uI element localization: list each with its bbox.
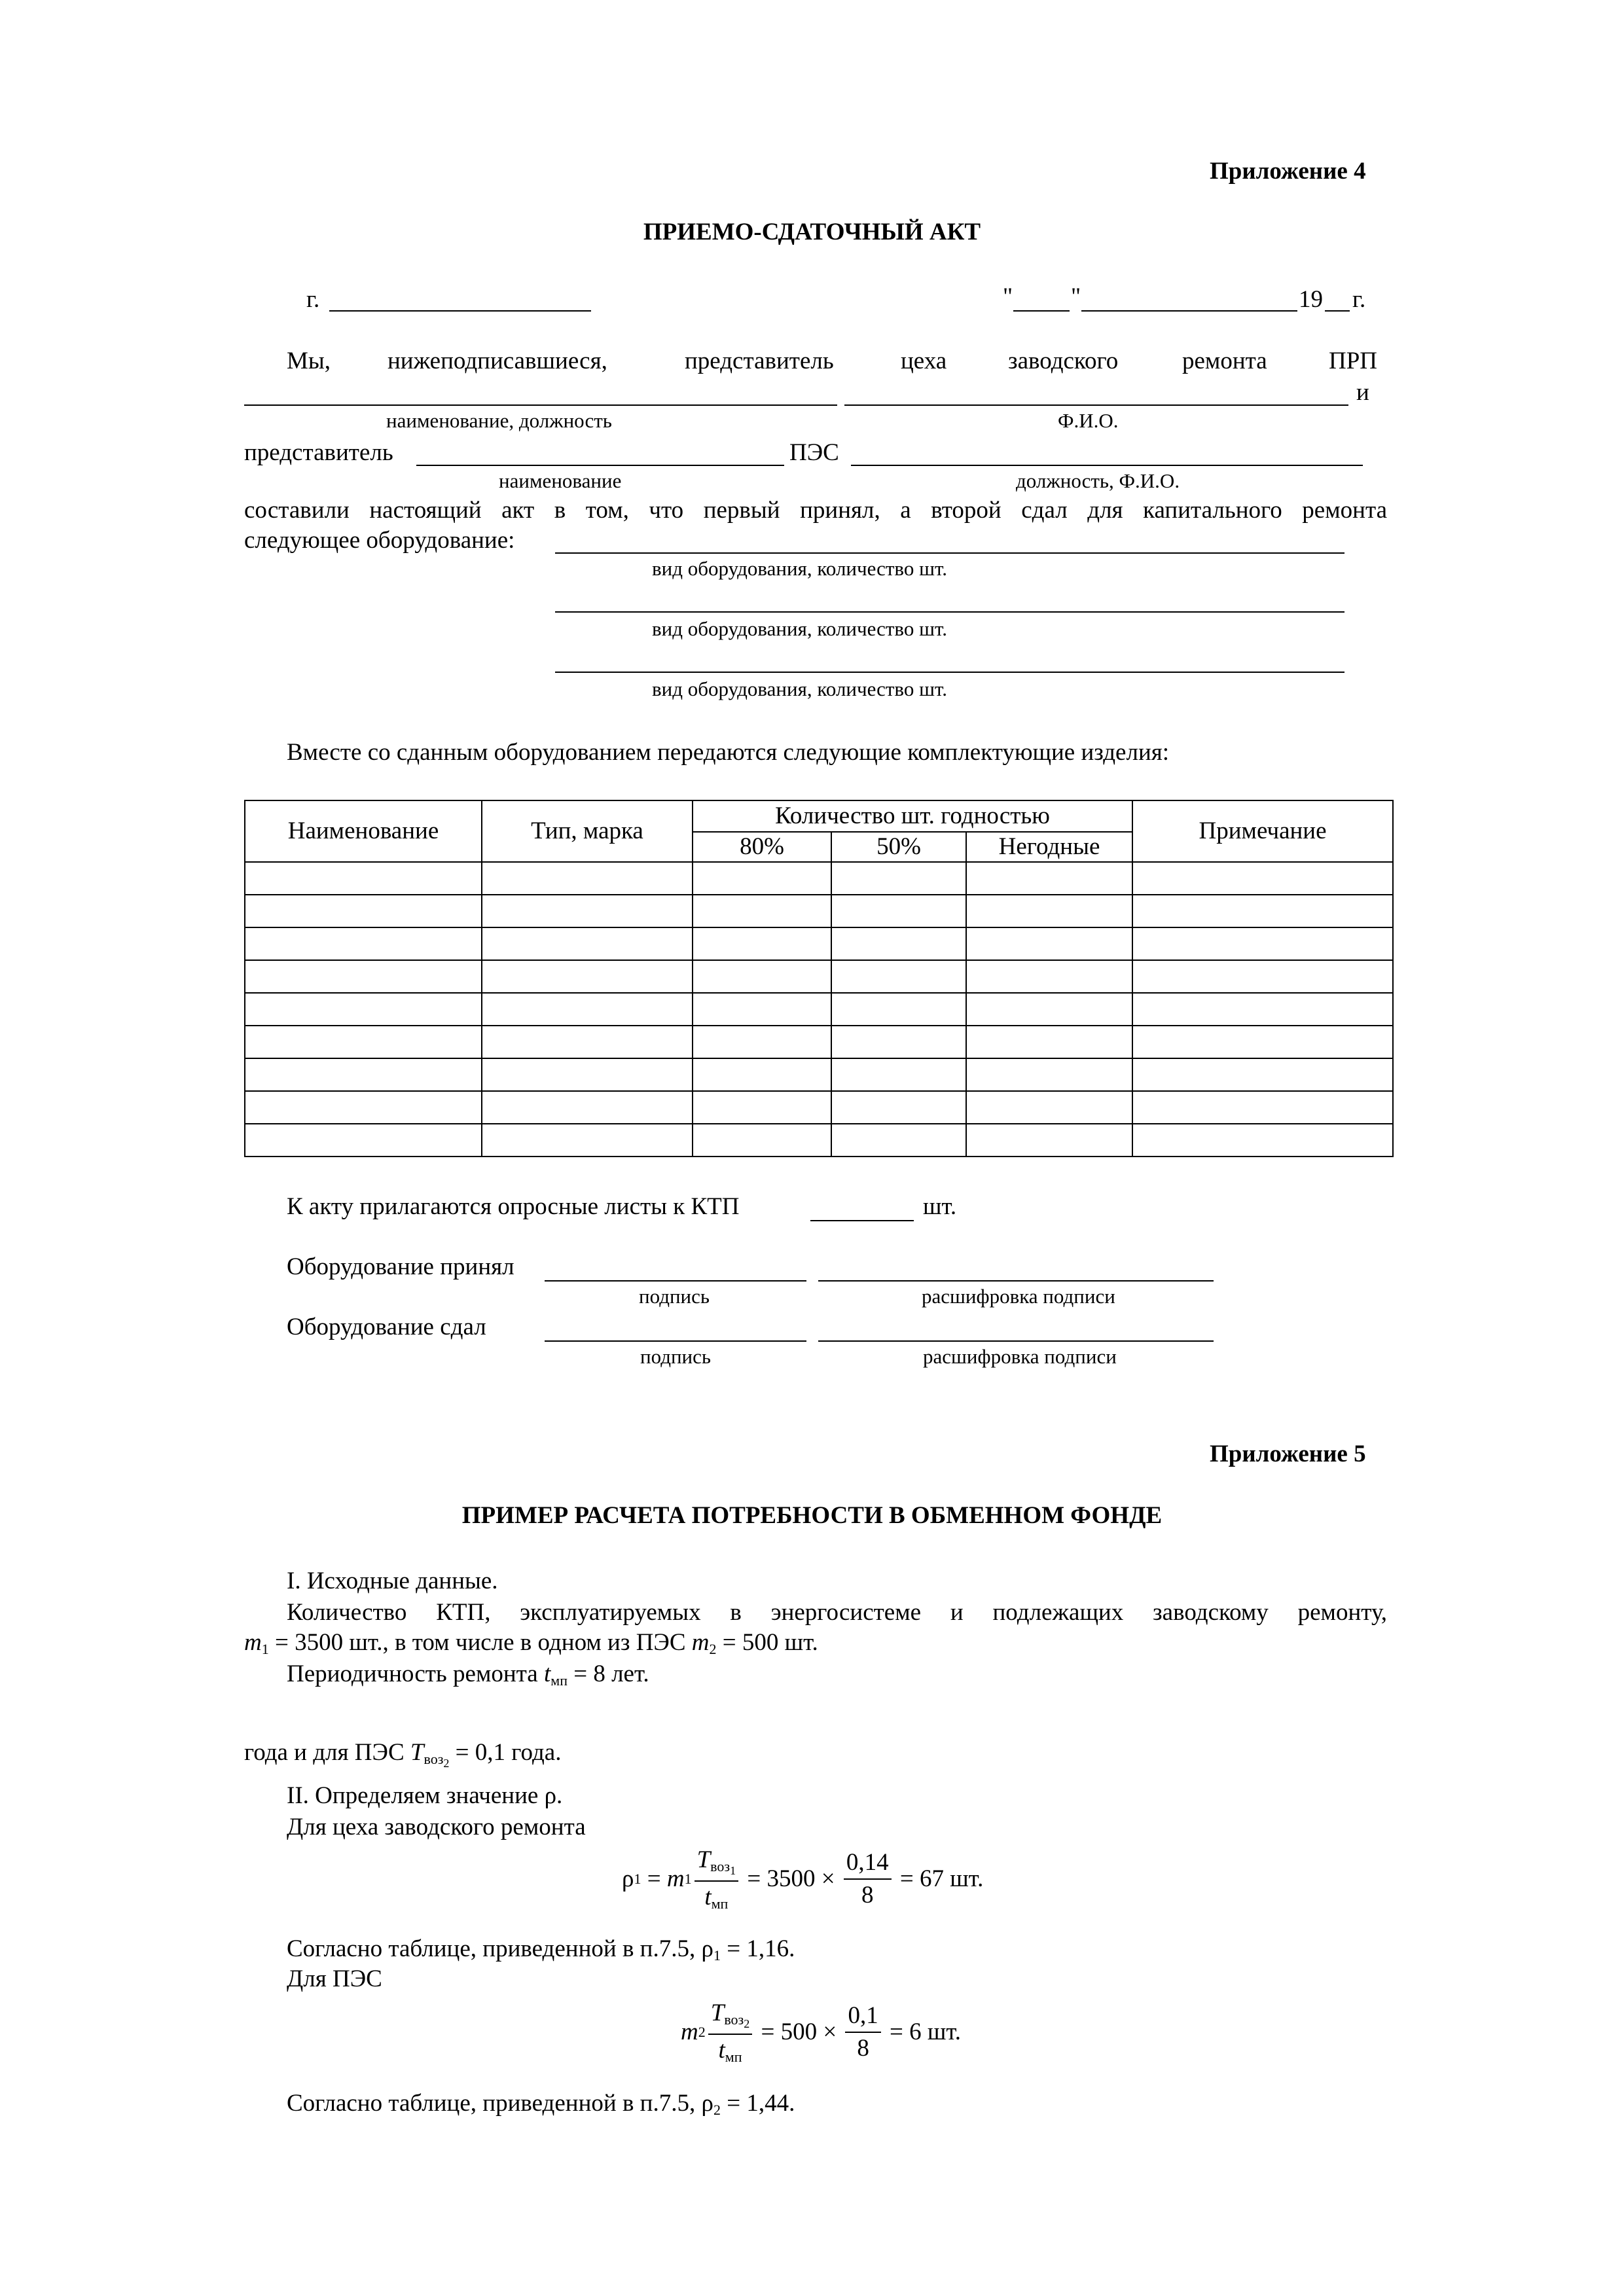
- table-ref-2: Согласно таблице, приведенной в п.7.5, $\rho_2 = 1,44$.: [287, 2090, 795, 2118]
- caption-position-fio: должность, Ф.И.О.: [1016, 469, 1180, 492]
- caption-name-position: наименование, должность: [386, 409, 612, 432]
- period-line: Периодичность ремонта $t_{мп} = 8$ лет.: [287, 1660, 649, 1689]
- handed-label: Оборудование сдал: [287, 1314, 486, 1340]
- table-row: [245, 862, 1393, 895]
- table-cell[interactable]: [482, 895, 693, 927]
- caption-equipment-3: вид оборудования, количество шт.: [652, 677, 947, 700]
- received-decode-field[interactable]: [818, 1280, 1214, 1282]
- table-cell[interactable]: [245, 993, 482, 1026]
- table-cell[interactable]: [831, 927, 966, 960]
- table-cell[interactable]: [693, 960, 831, 993]
- table-row: [245, 895, 1393, 927]
- date-day-field[interactable]: [1013, 310, 1070, 312]
- table-cell[interactable]: [831, 960, 966, 993]
- date-suffix: г.: [1352, 286, 1366, 313]
- table-cell[interactable]: [966, 960, 1132, 993]
- equipment-field-1[interactable]: [555, 552, 1344, 554]
- table-cell[interactable]: [482, 1124, 693, 1157]
- caption-decode-2: расшифровка подписи: [923, 1345, 1117, 1368]
- pes-return-line: года и для ПЭС $T_{воз_2} = 0,1$ года.: [244, 1739, 562, 1770]
- received-label: Оборудование принял: [287, 1253, 514, 1280]
- table-cell[interactable]: [245, 1026, 482, 1058]
- table-cell[interactable]: [693, 1091, 831, 1124]
- table-row: [245, 960, 1393, 993]
- table-cell[interactable]: [966, 1058, 1132, 1091]
- date-quote-close: ": [1071, 283, 1081, 310]
- handed-signature-field[interactable]: [545, 1340, 806, 1342]
- date-quote-open: ": [1003, 283, 1013, 310]
- table-cell[interactable]: [693, 1124, 831, 1157]
- para1-word: ремонта: [1182, 348, 1267, 374]
- caption-equipment-2: вид оборудования, количество шт.: [652, 617, 947, 640]
- date-month-field[interactable]: [1081, 310, 1297, 312]
- equipment-field-2[interactable]: [555, 611, 1344, 613]
- table-cell[interactable]: [1132, 1124, 1393, 1157]
- caption-fio: Ф.И.О.: [1058, 409, 1119, 432]
- attachment-text: К акту прилагаются опросные листы к КТП: [287, 1193, 740, 1220]
- city-field[interactable]: [329, 310, 591, 312]
- table-cell[interactable]: [245, 895, 482, 927]
- fio-field[interactable]: [844, 404, 1348, 406]
- p1-line1: Количество КТП, эксплуатируемых в энергосистеме и подлежащих заводскому ремонту,: [287, 1599, 1387, 1626]
- para1-word: представитель: [685, 348, 834, 374]
- table-cell[interactable]: [966, 927, 1132, 960]
- table-cell[interactable]: [831, 1058, 966, 1091]
- representative-name-field[interactable]: [416, 465, 784, 466]
- para1-word: Мы,: [287, 348, 331, 374]
- received-signature-field[interactable]: [545, 1280, 806, 1282]
- table-ref-1: Согласно таблице, приведенной в п.7.5, $\rho_1 = 1,16$.: [287, 1935, 795, 1964]
- pes-label: ПЭС: [789, 439, 839, 466]
- table-cell[interactable]: [1132, 993, 1393, 1026]
- table-cell[interactable]: [693, 895, 831, 927]
- table-cell[interactable]: [693, 1058, 831, 1091]
- table-row: [245, 1058, 1393, 1091]
- caption-decode-1: расшифровка подписи: [922, 1285, 1115, 1308]
- attachment-count-field[interactable]: [810, 1220, 914, 1221]
- components-text: Вместе со сданным оборудованием передаются следующие комплектующие изделия:: [287, 739, 1170, 766]
- table-cell[interactable]: [1132, 1091, 1393, 1124]
- table-cell[interactable]: [966, 1026, 1132, 1058]
- table-cell[interactable]: [482, 1091, 693, 1124]
- table-cell[interactable]: [1132, 927, 1393, 960]
- caption-signature-2: подпись: [640, 1345, 712, 1368]
- header-quantity: Количество шт. годностью: [693, 800, 1132, 832]
- para1-word: ПРП: [1329, 348, 1378, 374]
- table-row: [245, 1091, 1393, 1124]
- table-cell[interactable]: [482, 927, 693, 960]
- formula-2: m 2 $\frac{T_{воз_2}}{t_{мп}}$ = 500 × $\frac{0,1}{8}$ = 6 шт.: [681, 2000, 961, 2065]
- table-cell[interactable]: [1132, 960, 1393, 993]
- p1-line2: $m_1 = 3500$ шт., в том числе в одном из ПЭС $m_2 = 500$ шт.: [244, 1629, 818, 1657]
- city-prefix: г.: [306, 286, 320, 313]
- table-cell[interactable]: [482, 1026, 693, 1058]
- para1-word: заводского: [1008, 348, 1119, 374]
- caption-name: наименование: [499, 469, 622, 492]
- para1-word: цеха: [901, 348, 947, 374]
- header-note: Примечание: [1132, 800, 1393, 862]
- table-cell[interactable]: [693, 927, 831, 960]
- para2-line1: составили настоящий акт в том, что первый принял, а второй сдал для капитального ремонта: [244, 497, 1387, 524]
- table-cell[interactable]: [831, 1091, 966, 1124]
- table-cell[interactable]: [245, 927, 482, 960]
- table-cell[interactable]: [1132, 1026, 1393, 1058]
- appendix-label: Приложение 4: [1210, 158, 1366, 185]
- para1-and: и: [1356, 379, 1369, 406]
- header-bad: Негодные: [966, 832, 1132, 862]
- caption-signature-1: подпись: [639, 1285, 710, 1308]
- table-cell[interactable]: [1132, 1058, 1393, 1091]
- table-cell[interactable]: [966, 993, 1132, 1026]
- representative-label: представитель: [244, 439, 393, 466]
- table-cell[interactable]: [966, 1124, 1132, 1157]
- table-cell[interactable]: [966, 895, 1132, 927]
- table-cell[interactable]: [966, 862, 1132, 895]
- date-year-field[interactable]: [1325, 310, 1350, 312]
- header-type: Тип, марка: [482, 800, 693, 862]
- para2-line2: следующее оборудование:: [244, 527, 515, 554]
- table-cell[interactable]: [245, 960, 482, 993]
- table-cell[interactable]: [1132, 895, 1393, 927]
- table-cell[interactable]: [482, 862, 693, 895]
- table-cell[interactable]: [831, 993, 966, 1026]
- pes-text: Для ПЭС: [287, 1965, 382, 1992]
- table-cell[interactable]: [831, 1124, 966, 1157]
- handed-decode-field[interactable]: [818, 1340, 1214, 1342]
- workshop-text: Для цеха заводского ремонта: [287, 1814, 586, 1840]
- name-position-field[interactable]: [244, 404, 837, 406]
- components-table: [244, 800, 1394, 1157]
- para1-word: нижеподписавшиеся,: [388, 348, 607, 374]
- header-name: Наименование: [245, 800, 482, 862]
- table-cell[interactable]: [482, 1058, 693, 1091]
- table-row: [245, 993, 1393, 1026]
- table-row: [245, 1026, 1393, 1058]
- equipment-field-3[interactable]: [555, 672, 1344, 673]
- header-80: 80%: [693, 832, 831, 862]
- table-row: [245, 927, 1393, 960]
- table-cell[interactable]: [831, 895, 966, 927]
- table-cell[interactable]: [831, 862, 966, 895]
- table-cell[interactable]: [245, 1058, 482, 1091]
- table-cell[interactable]: [1132, 862, 1393, 895]
- table-cell[interactable]: [245, 862, 482, 895]
- document-title: ПРИЕМО-СДАТОЧНЫЙ АКТ: [643, 219, 981, 245]
- formula-1: ρ 1 = m 1 $\frac{T_{воз_1}}{t_{мп}}$ = 3500 × $\frac{0,14}{8}$ = 67 шт.: [622, 1846, 984, 1912]
- table-row: [245, 1124, 1393, 1157]
- pes-position-field[interactable]: [851, 465, 1363, 466]
- table-cell[interactable]: [693, 862, 831, 895]
- attachment-unit: шт.: [923, 1193, 957, 1220]
- table-cell[interactable]: [693, 1026, 831, 1058]
- caption-equipment-1: вид оборудования, количество шт.: [652, 557, 947, 580]
- table-cell[interactable]: [482, 960, 693, 993]
- section-2-heading: II. Определяем значение ρ.: [287, 1782, 563, 1809]
- table-cell[interactable]: [245, 1124, 482, 1157]
- date-year-prefix: 19: [1299, 286, 1323, 313]
- appendix-5-title: ПРИМЕР РАСЧЕТА ПОТРЕБНОСТИ В ОБМЕННОМ ФОНДЕ: [461, 1502, 1163, 1529]
- table-cell[interactable]: [482, 993, 693, 1026]
- table-cell[interactable]: [831, 1026, 966, 1058]
- table-cell[interactable]: [966, 1091, 1132, 1124]
- table-cell[interactable]: [245, 1091, 482, 1124]
- table-cell[interactable]: [693, 993, 831, 1026]
- section-1-heading: I. Исходные данные.: [287, 1568, 498, 1594]
- header-50: 50%: [831, 832, 966, 862]
- appendix-5-label: Приложение 5: [1210, 1441, 1366, 1467]
